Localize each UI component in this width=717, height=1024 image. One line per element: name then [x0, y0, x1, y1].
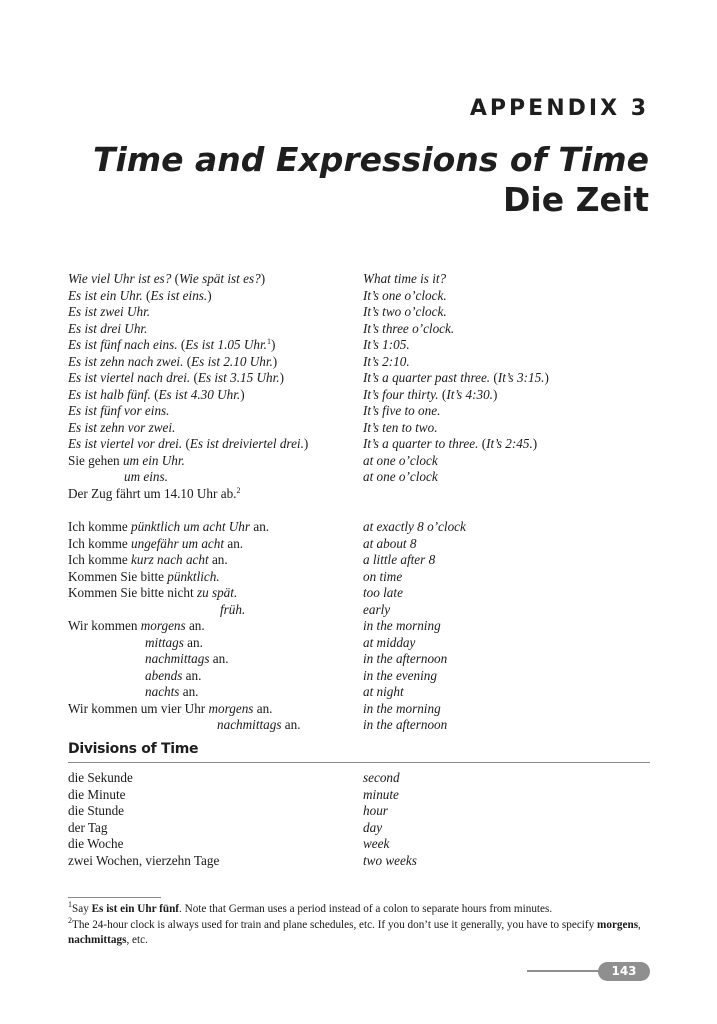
english-translation [363, 321, 454, 338]
table-row [68, 536, 650, 553]
text-segment: an. [209, 651, 229, 666]
text-segment: ) [207, 287, 212, 303]
text-segment: abends [145, 667, 183, 683]
german-expression [145, 635, 203, 652]
german-expression [68, 337, 275, 354]
text-segment: minute [363, 786, 399, 802]
text-segment: ) [544, 370, 549, 385]
table-row [68, 321, 650, 338]
text-segment: two weeks [363, 852, 417, 868]
german-expression [68, 403, 169, 420]
page-number-badge: 143 [598, 962, 650, 981]
text-segment: Es ist fünf nach eins. [68, 337, 181, 352]
text-segment: Ich komme [68, 552, 131, 567]
text-segment: Say [72, 903, 92, 915]
english-translation [363, 469, 438, 486]
german-expression [68, 436, 308, 453]
english-translation [363, 519, 466, 536]
text-segment: die Sekunde [68, 770, 133, 785]
text-segment: die Woche [68, 836, 124, 851]
text-segment: um ein Uhr. [122, 452, 185, 468]
text-segment: day [363, 819, 383, 835]
text-segment: zu spät. [196, 585, 238, 600]
text-segment: in the afternoon [363, 651, 448, 666]
text-segment: It’s 4:30. [446, 386, 493, 402]
text-segment: zwei Wochen, vierzehn Tage [68, 852, 220, 868]
german-expression [68, 569, 220, 586]
text-segment: 1 [266, 337, 271, 346]
text-segment: It’s four thirty. [363, 386, 442, 402]
english-translation [363, 536, 416, 553]
text-segment: an. [183, 634, 203, 650]
text-segment: at midday [363, 634, 416, 650]
text-segment: , [638, 918, 641, 931]
text-segment: ) [240, 386, 245, 402]
text-segment: ) [279, 370, 285, 385]
text-segment: 2 [68, 915, 72, 925]
english-translation [363, 668, 437, 685]
german-expression [68, 486, 240, 503]
text-segment: It’s three o’clock. [363, 320, 455, 336]
text-segment: in the morning [363, 618, 441, 633]
german-expression [68, 853, 219, 870]
english-translation [363, 618, 441, 635]
text-segment: early [363, 601, 391, 617]
text-segment: at about 8 [363, 535, 417, 551]
english-translation [363, 337, 410, 354]
text-segment: The 24-hour clock is always used for train and plane schedules, etc. If you don’t use it generally, you have to specify [72, 918, 598, 931]
text-segment: Wie spät ist es? [179, 271, 261, 286]
text-segment: It’s five to one. [363, 403, 441, 418]
text-segment: week [363, 836, 390, 851]
german-expression [145, 668, 201, 685]
text-segment: It’s 2:10. [363, 353, 410, 369]
german-expression [68, 585, 237, 602]
text-segment: ) [272, 353, 278, 369]
text-segment: morgens [140, 618, 186, 633]
text-segment: Es ist fünf vor eins. [68, 403, 170, 418]
text-segment: Kommen Sie bitte nicht [68, 585, 197, 600]
english-translation [363, 370, 549, 387]
table-row [68, 453, 650, 470]
german-expression [68, 288, 212, 305]
text-segment: pünktlich um acht Uhr [131, 519, 251, 534]
text-segment: It’s two o’clock. [363, 304, 447, 319]
text-segment: die Minute [68, 786, 126, 802]
german-expression [68, 387, 245, 404]
german-expression [68, 321, 147, 338]
text-segment: an. [182, 667, 202, 683]
page-number-line [527, 970, 603, 972]
text-segment: an. [185, 618, 205, 633]
text-segment: Es ist 2.10 Uhr. [191, 353, 273, 369]
text-segment: Es ist halb fünf. [68, 386, 155, 402]
text-segment: um eins. [124, 469, 168, 484]
german-expression [68, 370, 284, 387]
footnotes [68, 902, 658, 949]
text-segment: ( [186, 353, 192, 369]
text-segment: ( [493, 370, 498, 385]
table-row [68, 354, 650, 371]
appendix-label: APPENDIX 3 [469, 96, 649, 121]
text-segment: too late [363, 585, 403, 600]
text-segment: second [363, 770, 400, 785]
english-translation [363, 717, 447, 734]
text-segment: on time [363, 568, 403, 584]
german-expression [68, 701, 272, 718]
text-segment: an. [224, 535, 244, 551]
text-segment: Es ist 1.05 Uhr. [185, 337, 267, 352]
text-segment: ( [174, 271, 179, 286]
english-translation [363, 602, 390, 619]
table-row [68, 717, 650, 734]
english-translation [363, 635, 415, 652]
text-segment: an. [208, 552, 228, 567]
text-segment: Es ist zehn vor zwei. [68, 419, 176, 435]
text-segment: nachmittags [217, 717, 282, 732]
text-segment: an. [179, 684, 199, 699]
english-translation [363, 453, 438, 470]
footnote [68, 915, 658, 949]
table-row [68, 836, 650, 853]
text-segment: Sie gehen [68, 452, 123, 468]
table-row [68, 469, 650, 486]
row-spacer [68, 502, 650, 519]
german-expression [68, 836, 123, 853]
text-segment: ( [146, 287, 151, 303]
text-segment: It’s a quarter to three. [363, 436, 482, 451]
german-expression [68, 552, 228, 569]
english-translation [363, 387, 497, 404]
time-expressions-table [68, 271, 650, 734]
text-segment: at one o’clock [363, 469, 438, 484]
text-segment: It’s one o’clock. [363, 287, 447, 303]
english-translation [363, 420, 438, 437]
table-row [68, 271, 650, 288]
text-segment: It’s 2:45. [486, 436, 533, 451]
text-segment: in the evening [363, 667, 437, 683]
text-segment: It’s 1:05. [363, 337, 410, 352]
german-expression [124, 469, 168, 486]
text-segment: at one o’clock [363, 452, 438, 468]
table-row [68, 853, 650, 870]
english-translation [363, 354, 410, 371]
text-segment: an. [281, 717, 301, 732]
text-segment: ) [532, 436, 538, 451]
text-segment: Es ist eins. [150, 287, 208, 303]
german-expression [68, 787, 126, 804]
german-expression [68, 271, 265, 288]
text-segment: pünktlich. [167, 568, 220, 584]
german-expression [68, 536, 243, 553]
text-segment: Es ist viertel nach drei. [68, 370, 194, 385]
table-row [68, 820, 650, 837]
text-segment: hour [363, 803, 388, 818]
english-translation [363, 787, 399, 804]
text-segment: ) [492, 386, 498, 402]
text-segment: ( [481, 436, 487, 451]
german-expression [220, 602, 245, 619]
english-translation [363, 271, 446, 288]
german-expression [68, 820, 107, 837]
text-segment: nachmittags [68, 934, 127, 946]
text-segment: an. [253, 700, 273, 716]
table-row [68, 288, 650, 305]
table-row [68, 668, 650, 685]
table-row [68, 569, 650, 586]
text-segment: Der Zug fährt um 14.10 Uhr ab. [68, 485, 237, 501]
text-segment: ( [185, 436, 190, 451]
text-segment: It’s ten to two. [363, 419, 438, 435]
text-segment: in the afternoon [363, 717, 448, 732]
text-segment: ( [154, 386, 159, 402]
text-segment: at night [363, 684, 404, 699]
text-segment: at exactly 8 o’clock [363, 519, 466, 534]
text-segment: an. [250, 519, 270, 534]
german-expression [145, 684, 198, 701]
english-translation [363, 820, 382, 837]
text-segment: ) [270, 337, 276, 352]
text-segment: Wir kommen [68, 618, 141, 633]
title-line-2: Die Zeit [503, 180, 649, 219]
german-expression [68, 304, 150, 321]
table-row [68, 684, 650, 701]
english-translation [363, 403, 440, 420]
german-expression [217, 717, 301, 734]
text-segment: Es ist 4.30 Uhr. [158, 386, 241, 402]
text-segment: a little after 8 [363, 552, 436, 567]
table-row [68, 787, 650, 804]
divisions-section-header [68, 740, 650, 763]
text-segment: It’s a quarter past three. [363, 370, 494, 385]
table-row [68, 420, 650, 437]
text-segment: ( [193, 370, 198, 385]
text-segment: Es ist ein Uhr fünf [91, 903, 180, 915]
german-expression [68, 770, 133, 787]
table-row [68, 304, 650, 321]
text-segment: Es ist dreiviertel drei. [189, 436, 304, 451]
german-expression [145, 651, 229, 668]
english-translation [363, 585, 403, 602]
table-row [68, 403, 650, 420]
table-row [68, 635, 650, 652]
text-segment: Es ist 3.15 Uhr. [197, 370, 280, 385]
divisions-table [68, 770, 650, 869]
english-translation [363, 836, 389, 853]
table-row [68, 387, 650, 404]
text-segment: morgens [597, 918, 639, 931]
text-segment: Ich komme [68, 535, 131, 551]
table-row [68, 618, 650, 635]
text-segment: Es ist zwei Uhr. [68, 304, 151, 319]
table-row [68, 337, 650, 354]
text-segment: , etc. [126, 934, 148, 946]
table-row [68, 519, 650, 536]
footnote [68, 902, 658, 918]
table-row [68, 370, 650, 387]
table-row [68, 436, 650, 453]
text-segment: die Stunde [68, 803, 125, 818]
english-translation [363, 552, 435, 569]
text-segment: kurz nach acht [131, 552, 209, 567]
english-translation [363, 304, 447, 321]
text-segment: . Note that German uses a period instead of a colon to separate hours from minutes. [179, 903, 553, 915]
english-translation [363, 569, 402, 586]
table-row [68, 602, 650, 619]
text-segment: Es ist zehn nach zwei. [68, 353, 187, 369]
german-expression [68, 420, 175, 437]
text-segment: Es ist drei Uhr. [68, 320, 148, 336]
text-segment: 1 [68, 900, 72, 909]
table-row [68, 701, 650, 718]
table-row [68, 770, 650, 787]
german-expression [68, 803, 124, 820]
title-line-1: Time and Expressions of Time [92, 140, 649, 179]
text-segment: Wir kommen um vier Uhr [68, 700, 209, 716]
english-translation [363, 436, 537, 453]
text-segment: It’s 3:15. [497, 370, 545, 385]
text-segment: ) [260, 271, 266, 286]
text-segment: Es ist ein Uhr. [68, 287, 147, 303]
text-segment: früh. [220, 601, 246, 617]
text-segment: 2 [236, 485, 241, 495]
german-expression [68, 519, 269, 536]
page-title [93, 140, 649, 220]
text-segment: ( [441, 386, 447, 402]
table-row [68, 486, 650, 503]
english-translation [363, 770, 400, 787]
table-row [68, 803, 650, 820]
text-segment: Ich komme [68, 519, 131, 534]
text-segment: nachmittags [145, 651, 210, 666]
text-segment: Es ist viertel vor drei. [68, 436, 186, 451]
english-translation [363, 684, 404, 701]
text-segment: morgens [208, 700, 254, 716]
german-expression [68, 453, 185, 470]
divisions-heading: Divisions of Time [68, 741, 199, 757]
english-translation [363, 853, 417, 870]
text-segment: What time is it? [363, 271, 447, 286]
english-translation [363, 803, 388, 820]
footnote-rule [68, 897, 161, 898]
table-row [68, 585, 650, 602]
english-translation [363, 288, 447, 305]
english-translation [363, 701, 441, 718]
text-segment: der Tag [68, 819, 108, 835]
text-segment: in the morning [363, 700, 441, 716]
german-expression [68, 618, 205, 635]
german-expression [68, 354, 277, 371]
table-row [68, 651, 650, 668]
table-row [68, 552, 650, 569]
text-segment: ungefähr um acht [131, 535, 225, 551]
text-segment: Wie viel Uhr ist es? [68, 271, 175, 286]
text-segment: Kommen Sie bitte [68, 568, 168, 584]
english-translation [363, 651, 447, 668]
text-segment: ) [303, 436, 309, 451]
text-segment: ( [180, 337, 186, 352]
text-segment: nachts [145, 684, 180, 699]
text-segment: mittags [145, 634, 184, 650]
